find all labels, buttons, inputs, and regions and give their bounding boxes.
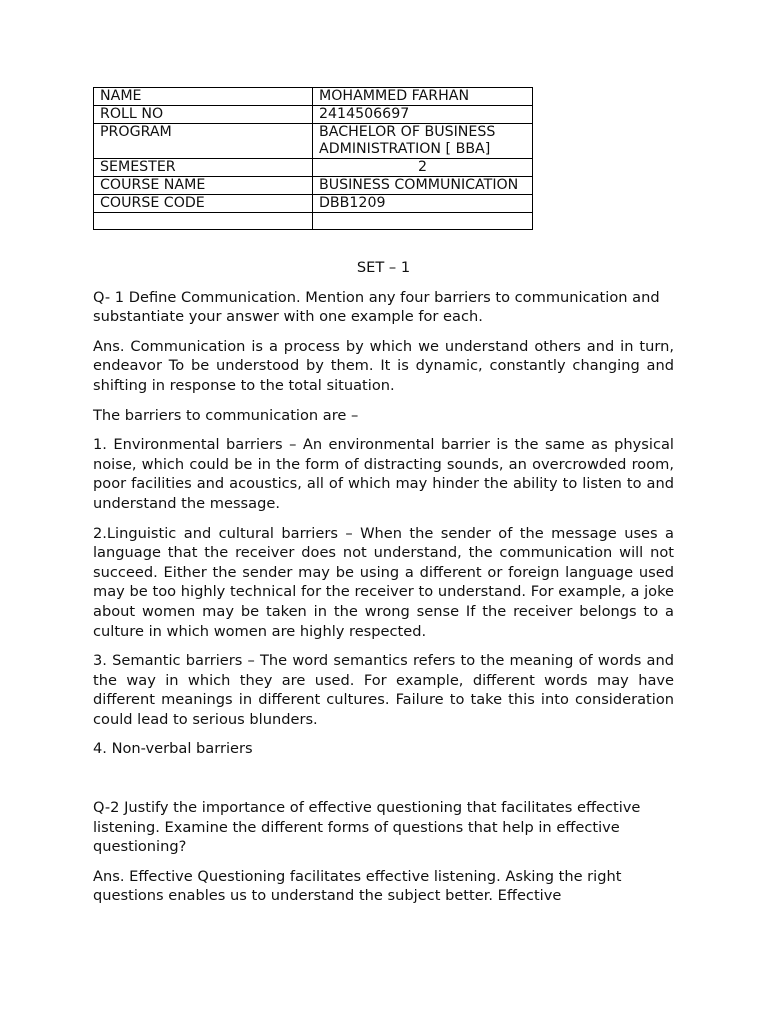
roll-no-label: ROLL NO [94,106,313,124]
name-label: NAME [94,88,313,106]
barriers-intro: The barriers to communication are – [93,406,359,424]
table-row [94,106,533,124]
question-1: Q- 1 Define Communication. Mention any four barriers to communication and substantiate your answer with one example for each. [93,288,660,326]
table-row [94,177,533,195]
empty-cell [313,213,533,230]
table-row-empty [94,213,533,230]
course-code-label: COURSE CODE [94,195,313,213]
student-info-table [93,87,533,230]
answer-1: Ans. Communication is a process by which we understand others and in turn, endeavor To be understood by them. It is dynamic, constantly changing and shifting in response to the total situation. [93,337,674,394]
program-label: PROGRAM [94,124,313,159]
document-page [93,87,674,906]
semester-value: 2 [313,159,533,177]
table-row [94,195,533,213]
spacer [93,759,674,788]
table-row [94,88,533,106]
barrier-non-verbal: 4. Non-verbal barriers [93,740,253,758]
course-name-value: BUSINESS COMMUNICATION [313,177,533,195]
barrier-linguistic: 2.Linguistic and cultural barriers – When the sender of the message uses a language that the receiver does not understand, the communication will not succeed. Either the sender may be using a different or foreign language used may be too highly technical for the receiver to understand. For example, a joke about women may be taken in the wrong sense If the receiver belongs to a culture in which women are highly respected. [93,524,674,640]
course-name-label: COURSE NAME [94,177,313,195]
barrier-semantic: 3. Semantic barriers – The word semantics refers to the meaning of words and the way in which they are used. For example, different words may have different meanings in different cultures. Failure to take this into consideration could lead to serious blunders. [93,652,674,728]
table-row [94,124,533,159]
course-code-value: DBB1209 [313,195,533,213]
program-value: BACHELOR OF BUSINESS ADMINISTRATION [ BBA] [313,124,533,159]
name-value: MOHAMMED FARHAN [313,88,533,106]
semester-label: SEMESTER [94,159,313,177]
set-title: SET – 1 [356,259,411,276]
answer-2: Ans. Effective Questioning facilitates effective listening. Asking the right questions enables us to understand the subject better. Effective [93,867,622,905]
barrier-environmental: 1. Environmental barriers – An environmental barrier is the same as physical noise, which could be in the form of distracting sounds, an overcrowded room, poor facilities and acoustics, all of which may hinder the ability to listen to and understand the message. [93,436,674,512]
roll-no-value: 2414506697 [313,106,533,124]
empty-cell [94,213,313,230]
question-2: Q-2 Justify the importance of effective questioning that facilitates effective listening. Examine the different forms of questions that help in effective questioning? [93,799,641,856]
table-row [94,159,533,177]
